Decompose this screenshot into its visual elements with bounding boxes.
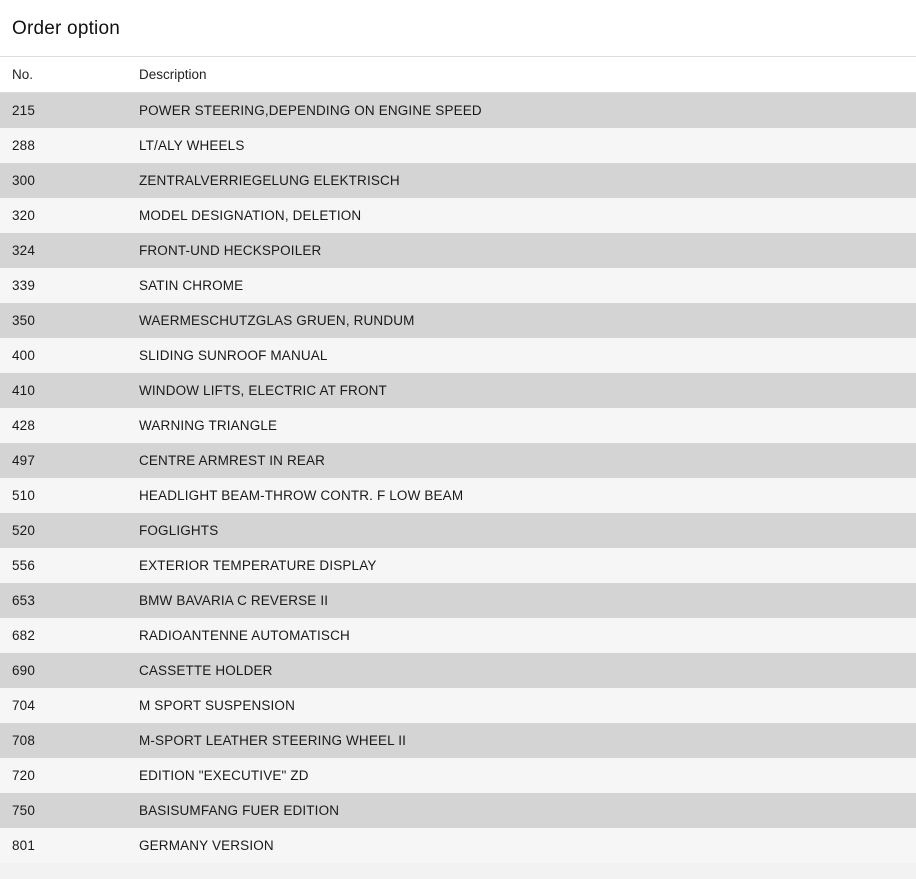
cell-description: EXTERIOR TEMPERATURE DISPLAY <box>127 548 916 583</box>
cell-description: FOGLIGHTS <box>127 513 916 548</box>
cell-no: 556 <box>0 548 127 583</box>
cell-description: GERMANY VERSION <box>127 828 916 863</box>
cell-description: CASSETTE HOLDER <box>127 653 916 688</box>
cell-no: 510 <box>0 478 127 513</box>
cell-no: 690 <box>0 653 127 688</box>
table-row <box>0 828 916 863</box>
table-row <box>0 653 916 688</box>
table-row <box>0 303 916 338</box>
table-row <box>0 793 916 828</box>
cell-description: LT/ALY WHEELS <box>127 128 916 163</box>
cell-no: 215 <box>0 93 127 129</box>
cell-description: CENTRE ARMREST IN REAR <box>127 443 916 478</box>
cell-no: 350 <box>0 303 127 338</box>
cell-description: ZENTRALVERRIEGELUNG ELEKTRISCH <box>127 163 916 198</box>
table-row <box>0 198 916 233</box>
cell-no: 520 <box>0 513 127 548</box>
table-row <box>0 373 916 408</box>
order-option-table <box>0 56 916 863</box>
cell-no: 750 <box>0 793 127 828</box>
column-header-description: Description <box>127 57 916 93</box>
cell-description: BASISUMFANG FUER EDITION <box>127 793 916 828</box>
cell-no: 324 <box>0 233 127 268</box>
table-row <box>0 268 916 303</box>
cell-description: RADIOANTENNE AUTOMATISCH <box>127 618 916 653</box>
cell-description: MODEL DESIGNATION, DELETION <box>127 198 916 233</box>
cell-no: 320 <box>0 198 127 233</box>
cell-no: 704 <box>0 688 127 723</box>
table-header-row <box>0 57 916 93</box>
table-row <box>0 513 916 548</box>
cell-no: 428 <box>0 408 127 443</box>
page-title: Order option <box>12 18 121 39</box>
table-row <box>0 723 916 758</box>
cell-no: 720 <box>0 758 127 793</box>
table-row <box>0 408 916 443</box>
cell-description: EDITION "EXECUTIVE" ZD <box>127 758 916 793</box>
table-row <box>0 758 916 793</box>
cell-no: 300 <box>0 163 127 198</box>
cell-no: 708 <box>0 723 127 758</box>
cell-description: SATIN CHROME <box>127 268 916 303</box>
table-header <box>0 57 916 93</box>
cell-description: POWER STEERING,DEPENDING ON ENGINE SPEED <box>127 93 916 129</box>
table-row <box>0 338 916 373</box>
cell-description: FRONT-UND HECKSPOILER <box>127 233 916 268</box>
cell-no: 288 <box>0 128 127 163</box>
cell-no: 339 <box>0 268 127 303</box>
cell-no: 682 <box>0 618 127 653</box>
cell-description: SLIDING SUNROOF MANUAL <box>127 338 916 373</box>
cell-no: 801 <box>0 828 127 863</box>
table-row <box>0 478 916 513</box>
cell-description: WINDOW LIFTS, ELECTRIC AT FRONT <box>127 373 916 408</box>
cell-no: 653 <box>0 583 127 618</box>
cell-no: 400 <box>0 338 127 373</box>
cell-description: WARNING TRIANGLE <box>127 408 916 443</box>
table-row <box>0 233 916 268</box>
cell-description: M-SPORT LEATHER STEERING WHEEL II <box>127 723 916 758</box>
table-row <box>0 618 916 653</box>
table-row <box>0 583 916 618</box>
cell-no: 497 <box>0 443 127 478</box>
cell-description: BMW BAVARIA C REVERSE II <box>127 583 916 618</box>
table-row <box>0 548 916 583</box>
cell-description: M SPORT SUSPENSION <box>127 688 916 723</box>
table-row <box>0 128 916 163</box>
table-row <box>0 688 916 723</box>
cell-description: WAERMESCHUTZGLAS GRUEN, RUNDUM <box>127 303 916 338</box>
table-body <box>0 93 916 864</box>
table-row <box>0 163 916 198</box>
table-row <box>0 93 916 129</box>
column-header-no: No. <box>0 57 127 93</box>
footer-strip <box>0 863 916 877</box>
cell-description: HEADLIGHT BEAM-THROW CONTR. F LOW BEAM <box>127 478 916 513</box>
table-row <box>0 443 916 478</box>
cell-no: 410 <box>0 373 127 408</box>
